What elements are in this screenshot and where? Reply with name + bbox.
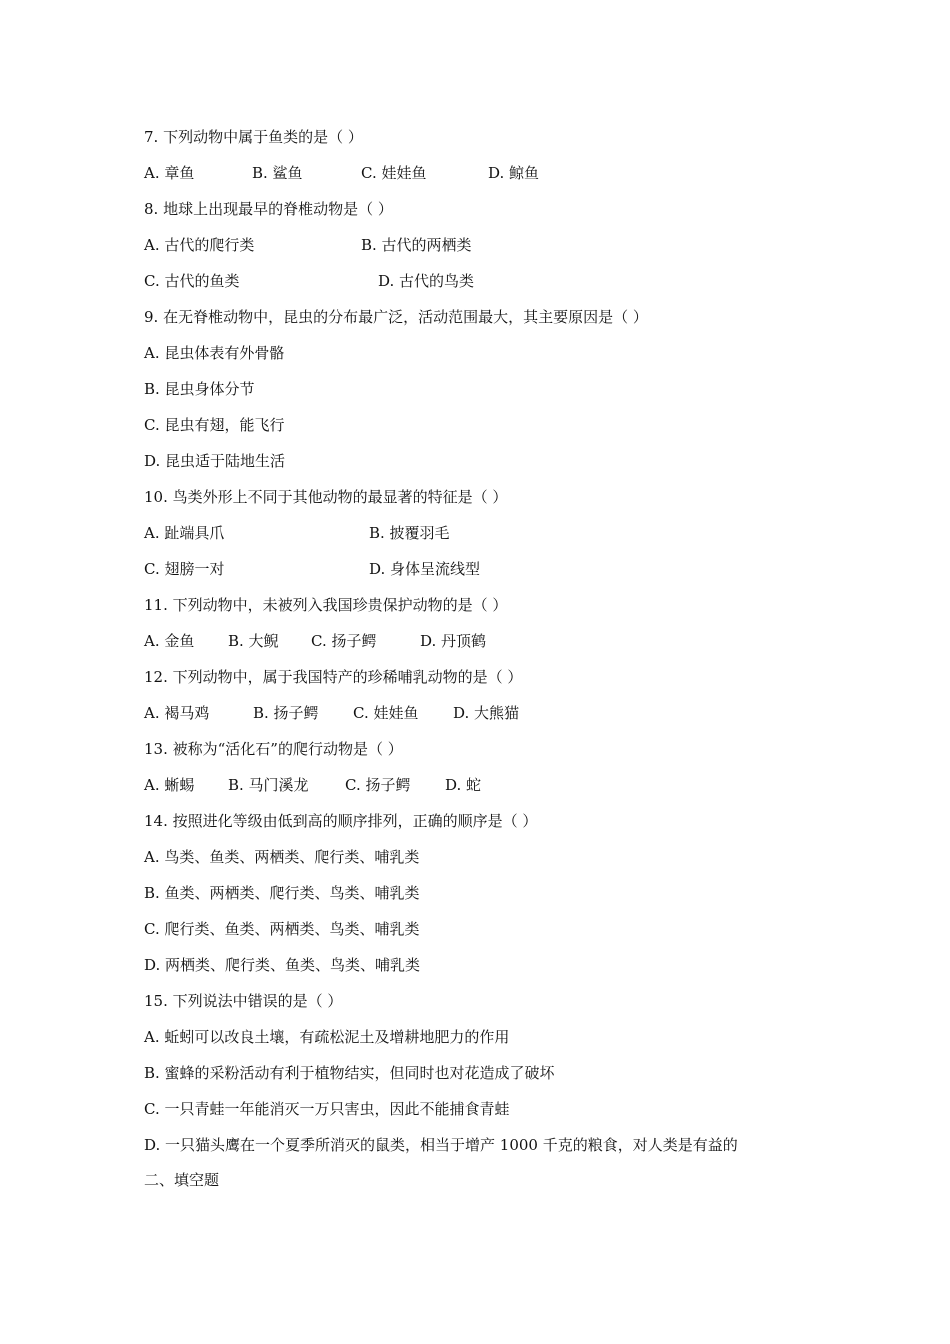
option-b: B. 古代的两栖类: [361, 236, 472, 254]
option-d: D. 丹顶鹤: [420, 632, 487, 650]
question-12-stem: 12. 下列动物中，属于我国特产的珍稀哺乳动物的是（ ）: [144, 668, 523, 686]
option-d: D. 两栖类、爬行类、鱼类、鸟类、哺乳类: [144, 956, 421, 974]
question-14-stem: 14. 按照进化等级由低到高的顺序排列，正确的顺序是（ ）: [144, 812, 538, 830]
question-15-stem: 15. 下列说法中错误的是（ ）: [144, 992, 343, 1010]
question-11-stem: 11. 下列动物中，未被列入我国珍贵保护动物的是（ ）: [144, 596, 508, 614]
section-heading: 二、填空题: [144, 1171, 220, 1189]
option-a: A. 昆虫体表有外骨骼: [144, 344, 285, 362]
option-a: A. 金鱼: [144, 632, 195, 650]
option-d: D. 蛇: [445, 776, 482, 794]
option-c: C. 娃娃鱼: [361, 164, 427, 182]
question-8-stem: 8. 地球上出现最早的脊椎动物是（ ）: [144, 200, 393, 218]
option-c: C. 一只青蛙一年能消灭一万只害虫，因此不能捕食青蛙: [144, 1100, 510, 1118]
option-d: D. 鲸鱼: [488, 164, 540, 182]
option-d: D. 大熊猫: [453, 704, 520, 722]
option-a: A. 蚯蚓可以改良土壤，有疏松泥土及增耕地肥力的作用: [144, 1028, 510, 1046]
option-b: B. 昆虫身体分节: [144, 380, 255, 398]
option-c: C. 昆虫有翅，能飞行: [144, 416, 285, 434]
option-a: A. 蜥蜴: [144, 776, 195, 794]
option-c: C. 爬行类、鱼类、两栖类、鸟类、哺乳类: [144, 920, 420, 938]
option-c: C. 娃娃鱼: [353, 704, 419, 722]
option-d: D. 一只猫头鹰在一个夏季所消灭的鼠类，相当于增产 1000 千克的粮食，对人类是有益的: [144, 1136, 738, 1154]
option-b: B. 大鲵: [228, 632, 279, 650]
option-c: C. 扬子鳄: [311, 632, 377, 650]
option-d: D. 古代的鸟类: [378, 272, 475, 290]
question-13-stem: 13. 被称为“活化石”的爬行动物是（ ）: [144, 740, 403, 758]
option-b: B. 扬子鳄: [253, 704, 319, 722]
option-c: C. 扬子鳄: [345, 776, 411, 794]
option-b: B. 蜜蜂的采粉活动有利于植物结实，但同时也对花造成了破坏: [144, 1064, 555, 1082]
option-a: A. 趾端具爪: [144, 524, 225, 542]
option-a: A. 章鱼: [144, 164, 195, 182]
option-a: A. 古代的爬行类: [144, 236, 255, 254]
option-a: A. 鸟类、鱼类、两栖类、爬行类、哺乳类: [144, 848, 420, 866]
question-10-stem: 10. 鸟类外形上不同于其他动物的最显著的特征是（ ）: [144, 488, 508, 506]
option-d: D. 身体呈流线型: [369, 560, 481, 578]
option-b: B. 披覆羽毛: [369, 524, 450, 542]
option-b: B. 马门溪龙: [228, 776, 309, 794]
question-7-stem: 7. 下列动物中属于鱼类的是（ ）: [144, 128, 363, 146]
option-d: D. 昆虫适于陆地生活: [144, 452, 286, 470]
option-b: B. 鲨鱼: [252, 164, 303, 182]
option-c: C. 翅膀一对: [144, 560, 225, 578]
option-c: C. 古代的鱼类: [144, 272, 240, 290]
option-a: A. 褐马鸡: [144, 704, 210, 722]
option-b: B. 鱼类、两栖类、爬行类、鸟类、哺乳类: [144, 884, 420, 902]
question-9-stem: 9. 在无脊椎动物中，昆虫的分布最广泛，活动范围最大，其主要原因是（ ）: [144, 308, 648, 326]
